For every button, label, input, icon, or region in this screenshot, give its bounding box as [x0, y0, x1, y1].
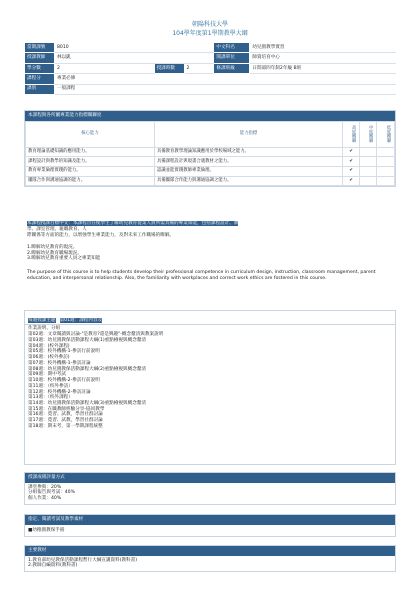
core-cell: 教育理論基礎知識的應用能力。 — [26, 147, 155, 157]
reference-item: 1.教育部幼兒教保活動課程暫行大綱宣講資料(教科書) — [28, 557, 138, 563]
schedule-item: 第17週：覓習、試教，學習社群討論 — [28, 418, 103, 424]
check-mark-icon: ✔ — [343, 157, 360, 167]
info-value: 2 — [54, 63, 154, 73]
mid-relevance-header: 中度關聯 — [360, 121, 377, 147]
info-value: 日間部四年制2年級 B班 — [250, 63, 396, 73]
schedule-item: 第14週：幼兒園教保活動課程大綱(3)重點檢視與概念釐清 — [28, 401, 147, 407]
schedule-item: 第16週：覓習、試教，學習社群討論 — [28, 412, 103, 418]
goals-chinese-highlight: 中文：本課程旨在使學生了解幼兒教育從業人員所需具備的專業知能，包括課程設計、教 — [59, 220, 239, 226]
high-relevance-header: 高度關聯 — [343, 121, 360, 147]
capability-title: 本課程與各所屬專業能力指標關聯度 — [25, 111, 395, 121]
info-value: 師資培育中心 — [250, 53, 396, 63]
info-label: 當期課號 — [25, 43, 55, 53]
low-relevance-header: 低度關聯 — [377, 121, 395, 147]
indicator-col-header: 能力指標 — [154, 121, 342, 147]
core-cell: 課程設計與教學的知識及能力。 — [26, 157, 155, 167]
schedule-item: 第09週：期中考試 — [28, 372, 67, 378]
goals-section — [24, 214, 396, 284]
info-label: 授課時數 — [154, 63, 184, 73]
grading-section — [24, 472, 396, 505]
capability-table — [25, 121, 395, 186]
schedule-item: 第13週：（校外課程） — [28, 395, 73, 401]
textbook-title: 指定、閱讀考試及教學素材 — [25, 515, 395, 525]
schedule-item: 第11週：（校外參訪） — [28, 383, 73, 389]
references-list — [25, 556, 395, 571]
capability-section — [24, 110, 396, 187]
info-value: 8010 — [54, 43, 213, 53]
empty-cell — [360, 176, 377, 186]
schedule-item: 第10週：校外機構-2-參訪行前說明 — [28, 378, 100, 384]
capability-header-row — [26, 121, 395, 147]
references-title: 主要教材 — [25, 546, 395, 556]
syllabus-title: 104學年度第1學期教學大綱 — [172, 30, 248, 37]
info-label: 修課班級 — [214, 63, 250, 73]
check-mark-icon: ✔ — [343, 176, 360, 186]
schedule-title: 每週授課主題 — [28, 317, 56, 323]
schedule-list — [25, 325, 395, 430]
info-value: 林以凱 — [54, 53, 213, 63]
grading-title: 授課成績評量方式 — [25, 473, 395, 483]
grading-item: 課堂參與：20% — [28, 484, 62, 490]
schedule-item: 第18週：期末考，第一學期課程統整 — [28, 423, 103, 429]
core-col-header: 核心能力 — [26, 121, 155, 147]
schedule-item: 第02週：文章閱讀與討論-"是教育?還是興趣"-概念釐清與教案說明 — [28, 332, 164, 338]
info-value: 一般課程 — [54, 84, 395, 94]
reference-item: 2.教師自編資料(教科書) — [28, 563, 78, 569]
info-label: 學分數 — [25, 63, 55, 73]
school-name: 朝陽科技大學 — [191, 21, 228, 28]
grading-item: 個人作業：40% — [28, 496, 62, 502]
indicator-cell: 具備課程設計與規畫合適教材之能力。 — [154, 157, 342, 167]
goals-english-text: The purpose of this course is to help students develop their professional competence in curriculum design, instruction, classroom management, parent education, and interpersonal relationship. Also, the familiarity with workplaces and correct work ethics are fostered in this course. — [27, 270, 376, 281]
check-mark-icon: ✔ — [343, 147, 360, 157]
empty-cell — [360, 166, 377, 176]
empty-cell — [360, 147, 377, 157]
empty-cell — [377, 176, 395, 186]
table-row — [26, 176, 395, 186]
schedule-item: 第15週：在職教師經驗分享-協同教學 — [28, 406, 105, 412]
grading-item: 分組報告與考試：40% — [28, 490, 75, 496]
textbook-section — [24, 514, 396, 537]
goals-heading — [24, 214, 396, 227]
empty-cell — [360, 157, 377, 167]
schedule-item: 第05週：校外機構-1-參訪行前說明 — [28, 349, 100, 355]
info-value: 幼兒園教學實習 — [250, 43, 396, 53]
schedule-item: 第06週：(校外參訪) — [28, 355, 70, 361]
info-label: 課程分 — [25, 74, 55, 84]
info-row — [25, 53, 396, 63]
schedule-week1: 第01週：課程內容及 — [59, 317, 103, 323]
info-label: 中文科名 — [214, 43, 250, 53]
indicator-cell: 具備團隊合作能力與溝通協調之能力。 — [154, 176, 342, 186]
info-row — [25, 84, 396, 94]
check-mark-icon: ✔ — [343, 166, 360, 176]
schedule-section — [24, 310, 396, 465]
table-row — [26, 157, 395, 167]
schedule-item: 第04週：(校外課程) — [28, 343, 70, 349]
empty-cell — [377, 147, 395, 157]
indicator-cell: 具備教育教學理論知識應用於學校場域之能力。 — [154, 147, 342, 157]
goals-chinese-text: 學、課室管理、親職教育、人 際關係等方面的能力，以增強學生專業能力，及對未來工作職場的瞭解。 — [27, 227, 175, 239]
table-row — [26, 166, 395, 176]
references-section — [24, 545, 396, 572]
info-row — [25, 43, 396, 53]
core-cell: 團隊合作與溝通協調的能力。 — [26, 176, 155, 186]
info-row — [25, 74, 396, 84]
info-row — [25, 63, 396, 73]
schedule-item: 第12週：校外機構-2-參訪討論 — [28, 389, 91, 395]
goals-title: 本課程授課目標 — [27, 220, 60, 226]
schedule-item: 作業說明、分組 — [28, 326, 61, 332]
info-label: 授課教師 — [25, 53, 55, 63]
info-value: 2 — [184, 63, 214, 73]
info-label: 開課單位 — [214, 53, 250, 63]
schedule-item: 第07週：校外機構-1-參訪討論 — [28, 360, 91, 366]
course-info-table — [24, 42, 396, 95]
info-label: 課別 — [25, 84, 55, 94]
table-row — [26, 147, 395, 157]
grading-list — [25, 483, 395, 504]
textbook-item: ■幼稚園教保手冊 — [28, 527, 65, 533]
core-cell: 教育專業倫理實踐的能力。 — [26, 166, 155, 176]
empty-cell — [377, 166, 395, 176]
goals-list: 1.瞭解幼兒教育的現況。 2.瞭解幼兒教育職場現況。 3.瞭解幼兒教育重要人員之專業知能 — [27, 244, 101, 262]
empty-cell — [377, 157, 395, 167]
indicator-cell: 認識並能實踐教師專業倫理。 — [154, 166, 342, 176]
schedule-heading — [25, 311, 395, 325]
schedule-item: 第08週：幼兒園教保活動課程大綱(2)重點檢視與概念釐清 — [28, 366, 147, 372]
info-value: 專業必修 — [54, 74, 395, 84]
schedule-item: 第03週：幼兒園教保活動課程大綱(1)重點檢視與概念釐清 — [28, 337, 147, 343]
